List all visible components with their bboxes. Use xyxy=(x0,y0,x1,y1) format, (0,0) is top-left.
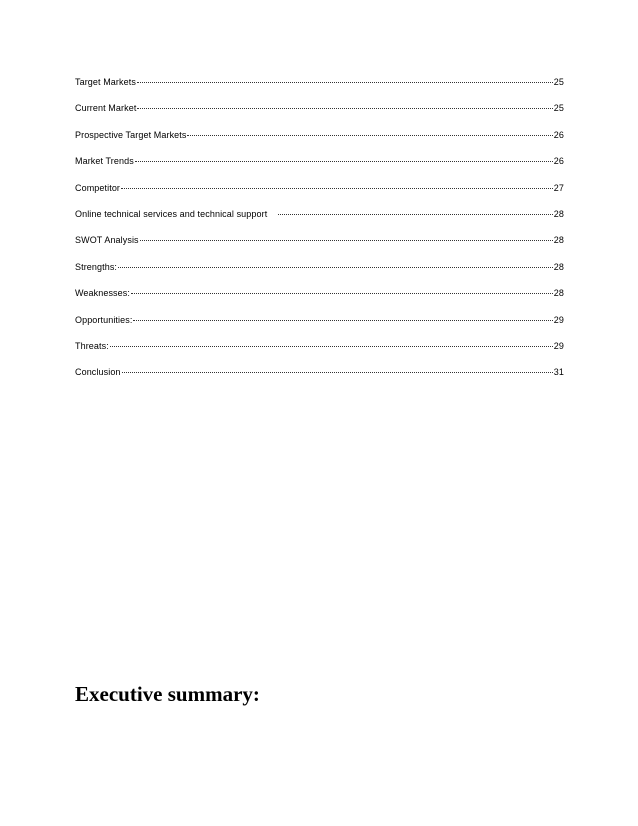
toc-entry-page: 26 xyxy=(553,129,564,140)
toc-entry[interactable] xyxy=(75,181,564,207)
toc-dot-leader xyxy=(137,99,552,109)
toc-dot-leader xyxy=(137,73,553,83)
toc-entry-page: 28 xyxy=(553,235,564,246)
toc-entry-page: 25 xyxy=(553,103,564,114)
toc-entry-page: 28 xyxy=(553,288,564,299)
toc-entry[interactable] xyxy=(75,154,564,180)
toc-dot-leader xyxy=(135,152,553,162)
section-heading: Executive summary: xyxy=(75,682,260,706)
table-of-contents xyxy=(75,75,564,392)
toc-entry-title: Threats: xyxy=(75,340,109,351)
toc-dot-leader xyxy=(110,337,553,347)
toc-entry-title: Competitor xyxy=(75,182,121,193)
toc-entry-title: Online technical services and technical support xyxy=(75,208,268,219)
toc-entry-title: Prospective Target Markets xyxy=(75,129,187,140)
toc-dot-leader xyxy=(122,363,553,373)
toc-entry-page: 31 xyxy=(553,367,564,378)
toc-entry[interactable] xyxy=(75,365,564,391)
toc-entry-title: Opportunities: xyxy=(75,314,133,325)
toc-dot-leader xyxy=(131,284,553,294)
toc-entry[interactable] xyxy=(75,128,564,154)
toc-entry-page: 25 xyxy=(553,77,564,87)
toc-entry[interactable] xyxy=(75,75,564,101)
toc-entry-page: 29 xyxy=(553,340,564,351)
toc-dot-leader xyxy=(133,311,552,321)
toc-entry-title: Strengths: xyxy=(75,261,118,272)
toc-entry[interactable] xyxy=(75,260,564,286)
toc-entry-page: 26 xyxy=(553,156,564,167)
toc-entry-page: 28 xyxy=(553,261,564,272)
toc-entry-page: 28 xyxy=(553,208,564,219)
toc-entry[interactable] xyxy=(75,207,564,233)
toc-dot-leader xyxy=(278,205,552,215)
toc-entry[interactable] xyxy=(75,339,564,365)
toc-entry-title: Current Market xyxy=(75,103,137,114)
toc-dot-leader xyxy=(187,126,552,136)
toc-entry-title: Weaknesses: xyxy=(75,288,130,299)
toc-entry[interactable] xyxy=(75,233,564,259)
toc-entry-page: 27 xyxy=(553,182,564,193)
toc-entry-title: Conclusion xyxy=(75,367,121,378)
toc-entry-title: Target Markets xyxy=(75,77,136,87)
toc-entry-title: SWOT Analysis xyxy=(75,235,139,246)
toc-entry-title: Market Trends xyxy=(75,156,134,167)
toc-entry-page: 29 xyxy=(553,314,564,325)
toc-entry[interactable] xyxy=(75,286,564,312)
toc-dot-leader xyxy=(121,179,553,189)
toc-entry[interactable] xyxy=(75,313,564,339)
toc-dot-leader xyxy=(118,258,553,268)
toc-entry[interactable] xyxy=(75,101,564,127)
toc-dot-leader xyxy=(140,231,553,241)
